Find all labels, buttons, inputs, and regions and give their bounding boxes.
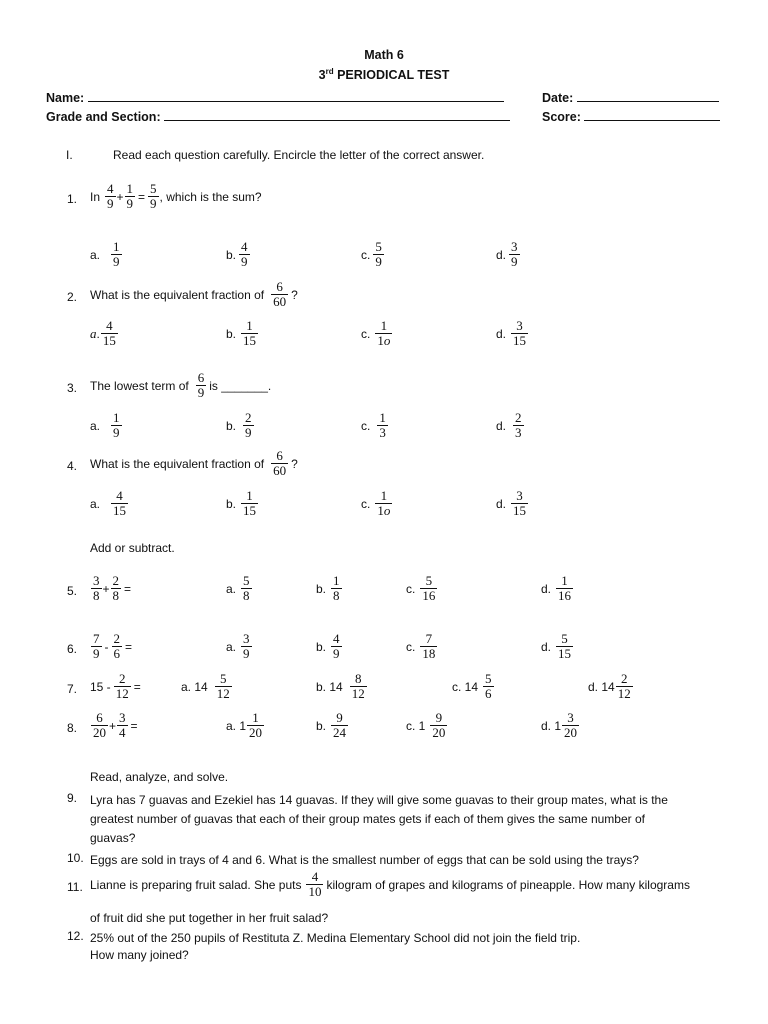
- choice-letter: a. 1: [226, 718, 247, 733]
- q1-post: , which is the sum?: [159, 189, 262, 204]
- choice-letter: b.: [316, 581, 327, 596]
- denominator: 20: [432, 725, 446, 740]
- numerator: 5: [150, 181, 157, 196]
- denominator: 3: [379, 425, 386, 440]
- choice-letter: b.: [316, 639, 327, 654]
- q1-number: 1.: [67, 192, 78, 206]
- choice-letter: b.: [226, 326, 237, 341]
- date-label: Date:: [542, 91, 574, 105]
- denominator: 8: [243, 588, 250, 603]
- equals: =: [124, 581, 132, 596]
- q11-number: 11.: [67, 880, 83, 894]
- denominator: 20: [93, 725, 106, 740]
- q6-choice-d[interactable]: [541, 632, 574, 661]
- fraction: [373, 240, 384, 269]
- q7-choice-d[interactable]: [588, 672, 634, 701]
- choice-letter: b.: [316, 718, 327, 733]
- q4-choice-a[interactable]: [90, 489, 129, 518]
- denominator: 60: [273, 463, 287, 478]
- fraction: [511, 319, 528, 348]
- choice-letter: c.: [406, 581, 416, 596]
- fraction: [331, 632, 342, 661]
- numerator: 3: [516, 318, 523, 333]
- denominator: 9: [93, 646, 100, 661]
- choice-letter: c.: [406, 639, 416, 654]
- fraction: [420, 632, 437, 661]
- numerator: 3: [567, 710, 574, 725]
- numerator: 5: [561, 631, 568, 646]
- q2-choice-a[interactable]: [90, 319, 119, 348]
- q12-line-2: How many joined?: [90, 948, 189, 962]
- numerator: 1: [380, 318, 388, 333]
- fraction: [239, 240, 250, 269]
- q5-choice-d[interactable]: [541, 574, 574, 603]
- choice-dot: .: [96, 326, 100, 341]
- denominator: 9: [113, 425, 120, 440]
- q4-text: What is the equivalent fraction of: [90, 456, 265, 471]
- numerator: 4: [333, 631, 340, 646]
- denominator: 8: [333, 588, 340, 603]
- denominator: 4: [119, 725, 126, 740]
- denominator: 15: [113, 503, 127, 518]
- q5-choice-c[interactable]: [406, 574, 438, 603]
- fraction: [148, 182, 159, 211]
- q8-choice-c[interactable]: [406, 711, 448, 740]
- q7-number: 7.: [67, 682, 78, 696]
- numerator: 2: [620, 671, 628, 686]
- q11-line-2: of fruit did she put together in her fruit salad?: [90, 911, 329, 925]
- name-label: Name:: [46, 91, 85, 105]
- choice-letter: a.: [226, 581, 237, 596]
- q12-number: 12.: [67, 929, 84, 943]
- numerator: 1: [246, 488, 253, 503]
- instructions-numeral: I.: [66, 148, 73, 162]
- denominator: 9: [113, 254, 120, 269]
- denominator: 9: [243, 646, 250, 661]
- denominator: 9: [197, 385, 205, 400]
- numerator: 3: [516, 488, 523, 503]
- numerator: 1: [113, 239, 120, 254]
- denominator: [375, 503, 392, 518]
- q9-line-1: Lyra has 7 guavas and Ezekiel has 14 guavas. If they will give some guavas to their group mates, what is the: [90, 793, 668, 807]
- numerator: 5: [375, 239, 382, 254]
- q9-line-3: guavas?: [90, 831, 136, 845]
- section-heading-add-subtract: Add or subtract.: [90, 541, 175, 555]
- fraction: [331, 711, 348, 740]
- q4-stem: [90, 449, 298, 478]
- operator: +: [109, 718, 117, 733]
- denominator: 15: [243, 333, 257, 348]
- date-field[interactable]: [577, 89, 719, 102]
- equals: =: [130, 718, 138, 733]
- denominator-digit: 1: [377, 333, 384, 348]
- fraction: [241, 319, 258, 348]
- denominator: 15: [102, 333, 116, 348]
- numerator: 7: [425, 631, 433, 646]
- q5-stem: [90, 574, 131, 603]
- choice-letter: c. 14: [452, 679, 479, 694]
- numerator: 5: [243, 573, 250, 588]
- fraction: [91, 711, 108, 740]
- q1-choice-c[interactable]: [361, 240, 385, 269]
- q3-post: is _______.: [209, 378, 272, 393]
- q4-choice-d[interactable]: [496, 489, 529, 518]
- q5-choice-a[interactable]: [226, 574, 253, 603]
- denominator: 9: [150, 196, 157, 211]
- denominator: 12: [115, 686, 129, 701]
- numerator: 6: [276, 279, 283, 294]
- q7-choice-a[interactable]: [181, 672, 233, 701]
- q11-post: kilogram of grapes and kilograms of pineapple. How many kilograms: [326, 877, 690, 892]
- numerator: 1: [380, 488, 388, 503]
- denominator: 6: [113, 646, 120, 661]
- numerator: 4: [116, 488, 123, 503]
- fraction: [112, 632, 123, 661]
- q7-stem: [90, 672, 141, 701]
- numerator: 1: [246, 318, 253, 333]
- test-title-text: PERIODICAL TEST: [337, 68, 450, 83]
- name-field[interactable]: [88, 89, 504, 102]
- choice-letter: a.: [90, 496, 101, 511]
- fraction: [420, 574, 437, 603]
- fraction: [111, 574, 122, 603]
- denominator: 60: [273, 294, 287, 309]
- choice-letter: b.: [226, 247, 237, 262]
- fraction: [125, 182, 136, 211]
- test-title: [0, 67, 768, 82]
- fraction: [111, 240, 122, 269]
- numerator: 1: [561, 573, 568, 588]
- denominator: 9: [333, 646, 340, 661]
- denominator: 9: [245, 425, 252, 440]
- score-label: Score:: [542, 110, 581, 124]
- choice-letter: a.: [90, 247, 101, 262]
- choice-letter: c.: [361, 326, 371, 341]
- choice-letter: b. 14: [316, 679, 343, 694]
- fraction: [513, 411, 524, 440]
- instructions-text: Read each question carefully. Encircle the letter of the correct answer.: [113, 148, 485, 162]
- fraction: [114, 672, 131, 701]
- fraction: [196, 371, 207, 400]
- q2-choice-d[interactable]: [496, 319, 529, 348]
- denominator-letter: o: [383, 503, 391, 518]
- q4-number: 4.: [67, 459, 78, 473]
- fraction: [243, 411, 254, 440]
- equals: =: [138, 189, 146, 204]
- numerator: 6: [96, 710, 103, 725]
- numerator: 3: [511, 239, 518, 254]
- q3-text: The lowest term of: [90, 378, 189, 393]
- denominator: 12: [617, 686, 631, 701]
- q6-choice-c[interactable]: [406, 632, 438, 661]
- equals: =: [125, 639, 133, 654]
- q11-line-1: [90, 870, 690, 899]
- denominator: 3: [515, 425, 522, 440]
- fraction: [375, 319, 392, 348]
- q6-choice-b[interactable]: [316, 632, 343, 661]
- fraction: [101, 319, 118, 348]
- fraction: [306, 870, 323, 899]
- q8-choice-d[interactable]: [541, 711, 580, 740]
- denominator: 20: [249, 725, 263, 740]
- denominator: [375, 333, 392, 348]
- fraction: [331, 574, 342, 603]
- choice-letter: d.: [496, 418, 507, 433]
- choice-letter: d.: [496, 496, 507, 511]
- fraction: [215, 672, 232, 701]
- q7-choice-c[interactable]: [452, 672, 495, 701]
- numerator: 3: [243, 631, 250, 646]
- denominator: 15: [243, 503, 257, 518]
- q6-choice-a[interactable]: [226, 632, 253, 661]
- choice-letter: d.: [496, 326, 507, 341]
- numerator: 3: [119, 710, 126, 725]
- numerator: 9: [336, 710, 343, 725]
- fraction: [377, 411, 388, 440]
- denominator: 15: [513, 333, 527, 348]
- operator: -: [104, 639, 109, 654]
- numerator: 2: [113, 631, 120, 646]
- numerator: 4: [106, 318, 113, 333]
- q3-choice-c[interactable]: [361, 411, 389, 440]
- denominator: 6: [485, 686, 492, 701]
- q5-number: 5.: [67, 584, 78, 598]
- numerator: 8: [354, 671, 362, 686]
- numerator: 1: [379, 410, 386, 425]
- q2-text: What is the equivalent fraction of: [90, 287, 265, 302]
- q1-stem: [90, 182, 262, 211]
- numerator: 5: [425, 573, 433, 588]
- fraction: [556, 574, 573, 603]
- choice-letter: c.: [361, 496, 371, 511]
- numerator: 9: [435, 710, 443, 725]
- denominator: 12: [216, 686, 230, 701]
- q8-choice-b[interactable]: [316, 711, 349, 740]
- fraction: [375, 489, 392, 518]
- grade-field[interactable]: [164, 108, 510, 121]
- numerator: 4: [311, 869, 319, 884]
- q6-stem: [90, 632, 132, 661]
- fraction: [241, 632, 252, 661]
- test-ordinal-suffix: rd: [325, 67, 334, 76]
- q8-number: 8.: [67, 721, 78, 735]
- denominator: 8: [112, 588, 120, 603]
- fraction: [271, 280, 288, 309]
- denominator: 9: [375, 254, 382, 269]
- choice-letter: c.: [361, 418, 371, 433]
- q4-choice-c[interactable]: [361, 489, 393, 518]
- fraction: [430, 711, 447, 740]
- denominator: 9: [241, 254, 248, 269]
- q1-choice-a[interactable]: [90, 240, 123, 269]
- q10-number: 10.: [67, 851, 84, 865]
- q6-number: 6.: [67, 642, 78, 656]
- q1-choice-d[interactable]: [496, 240, 521, 269]
- choice-letter: c.: [361, 247, 371, 262]
- equals: =: [133, 679, 141, 694]
- numerator: 7: [93, 631, 100, 646]
- choice-letter: a: [90, 325, 97, 341]
- q4-choice-b[interactable]: [226, 489, 259, 518]
- date-row: [542, 89, 719, 105]
- q5-choice-b[interactable]: [316, 574, 343, 603]
- name-row: [46, 89, 504, 105]
- denominator: 16: [558, 588, 572, 603]
- denominator: 9: [511, 254, 518, 269]
- q2-choice-c[interactable]: [361, 319, 393, 348]
- score-field[interactable]: [584, 108, 720, 121]
- numerator: 1: [252, 710, 259, 725]
- fraction: [616, 672, 633, 701]
- q8-choice-a[interactable]: [226, 711, 265, 740]
- fraction: [105, 182, 116, 211]
- q1-pre: In: [90, 189, 101, 204]
- numerator: 2: [245, 410, 252, 425]
- denominator: 24: [333, 725, 347, 740]
- score-row: [542, 108, 720, 124]
- fraction: [556, 632, 573, 661]
- choice-letter: a. 14: [181, 679, 208, 694]
- denominator: 9: [107, 196, 114, 211]
- operator: +: [102, 581, 110, 596]
- fraction: [117, 711, 128, 740]
- q2-stem: [90, 280, 298, 309]
- denominator: 18: [422, 646, 436, 661]
- numerator: 6: [276, 448, 283, 463]
- fraction: [511, 489, 528, 518]
- numerator: 2: [112, 573, 120, 588]
- denominator: 16: [422, 588, 436, 603]
- denominator-digit: 1: [377, 503, 384, 518]
- choice-letter: b.: [226, 496, 237, 511]
- subject-title: Math 6: [364, 48, 404, 62]
- q3-stem: [90, 371, 271, 400]
- fraction: [111, 411, 122, 440]
- choice-letter: d.: [541, 581, 552, 596]
- q2-choice-b[interactable]: [226, 319, 259, 348]
- grade-row: [46, 108, 510, 124]
- q3-choice-a[interactable]: [90, 411, 123, 440]
- fraction: [509, 240, 520, 269]
- q9-line-2: greatest number of guavas that each of their group mates gets if each of them gives the same number of: [90, 812, 645, 826]
- fraction: [241, 489, 258, 518]
- numerator: 1: [113, 410, 120, 425]
- choice-letter: d. 1: [541, 718, 562, 733]
- fraction: [91, 632, 102, 661]
- fraction: [111, 489, 128, 518]
- numerator: 4: [107, 181, 114, 196]
- operator: +: [116, 189, 124, 204]
- q7-whole: 15 -: [90, 679, 111, 694]
- q4-post: ?: [291, 456, 298, 471]
- denominator: 15: [513, 503, 527, 518]
- numerator: 2: [515, 410, 522, 425]
- q2-number: 2.: [67, 290, 78, 304]
- denominator: 20: [564, 725, 578, 740]
- grade-label: Grade and Section:: [46, 110, 161, 124]
- q11-pre: Lianne is preparing fruit salad. She puts: [90, 877, 302, 892]
- fraction: [350, 672, 367, 701]
- q9-number: 9.: [67, 791, 78, 805]
- denominator: 12: [351, 686, 365, 701]
- choice-letter: b.: [226, 418, 237, 433]
- choice-letter: c. 1: [406, 718, 426, 733]
- q12-line-1: 25% out of the 250 pupils of Restituta Z. Medina Elementary School did not join the field trip.: [90, 931, 581, 945]
- denominator: 15: [558, 646, 572, 661]
- section-heading-solve: Read, analyze, and solve.: [90, 770, 229, 784]
- numerator: 2: [118, 671, 126, 686]
- q3-choice-d[interactable]: [496, 411, 525, 440]
- fraction: [271, 449, 288, 478]
- denominator: 9: [126, 196, 134, 211]
- denominator: 8: [93, 588, 100, 603]
- choice-letter: d. 14: [588, 679, 615, 694]
- numerator: 6: [197, 370, 205, 385]
- numerator: 1: [126, 181, 134, 196]
- numerator: 5: [219, 671, 227, 686]
- numerator: 1: [333, 573, 340, 588]
- q10-text: Eggs are sold in trays of 4 and 6. What is the smallest number of eggs that can be sold using the trays?: [90, 853, 639, 867]
- fraction: [483, 672, 494, 701]
- numerator: 4: [241, 239, 248, 254]
- q2-post: ?: [291, 287, 298, 302]
- choice-letter: a.: [90, 418, 101, 433]
- q1-choice-b[interactable]: [226, 240, 251, 269]
- numerator: 5: [485, 671, 492, 686]
- denominator: 10: [308, 884, 322, 899]
- q7-choice-b[interactable]: [316, 672, 368, 701]
- q3-choice-b[interactable]: [226, 411, 255, 440]
- q3-number: 3.: [67, 381, 78, 395]
- fraction: [241, 574, 252, 603]
- numerator: 3: [93, 573, 100, 588]
- choice-letter: d.: [541, 639, 552, 654]
- denominator-letter: o: [383, 333, 391, 348]
- fraction: [91, 574, 102, 603]
- fraction: [247, 711, 264, 740]
- test-ordinal: 3: [318, 68, 326, 83]
- choice-letter: d.: [496, 247, 507, 262]
- q8-stem: [90, 711, 138, 740]
- choice-letter: a.: [226, 639, 237, 654]
- fraction: [562, 711, 579, 740]
